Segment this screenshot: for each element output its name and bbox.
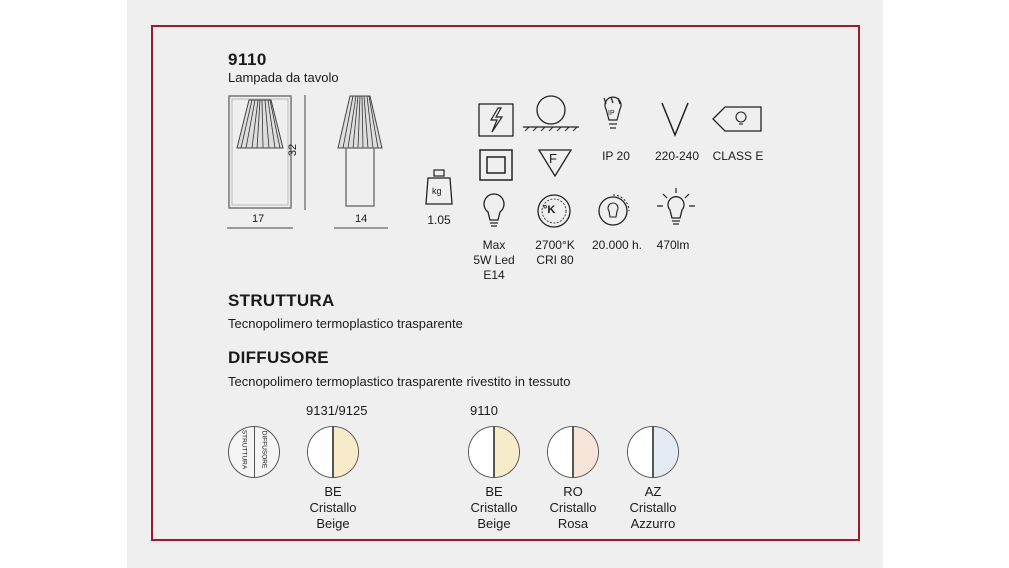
swatch-divider (493, 427, 495, 477)
swatch-name-line1: Cristallo (470, 500, 518, 515)
legend-circle (228, 426, 280, 478)
swatch-label-1 (293, 484, 373, 532)
swatch-label-2 (454, 484, 534, 532)
structure-text: Tecnopolimero termoplastico trasparente (228, 316, 463, 331)
legend-divider (254, 427, 255, 477)
swatch-be-9110[interactable] (468, 426, 520, 478)
ip-icon-label: IP (608, 110, 615, 117)
bulb-icon (480, 192, 508, 228)
swatch-name-line1: Cristallo (629, 500, 677, 515)
lifetime-icon (596, 190, 632, 228)
swatch-structure-color (308, 427, 333, 477)
lifetime-value: 20.000 h. (591, 238, 643, 252)
bulb-line3: E14 (483, 268, 505, 282)
energy-class-icon (712, 106, 762, 132)
lumen-value: 470lm (656, 238, 690, 252)
weight-value: 1.05 (427, 213, 451, 227)
swatch-structure-color (548, 427, 573, 477)
bulb-line2: 5W Led (473, 253, 515, 267)
product-code: 9110 (228, 50, 267, 69)
swatch-divider (332, 427, 334, 477)
swatch-name-line2: Azzurro (630, 516, 676, 531)
swatch-name-line2: Beige (477, 516, 511, 531)
lamp-front-drawing (225, 92, 295, 232)
double-insulation-icon (479, 149, 513, 181)
lumen-icon (655, 186, 697, 228)
dimension-width-front: 17 (252, 213, 265, 225)
swatch-name-line2: Beige (316, 516, 350, 531)
bulb-line1: Max (482, 238, 506, 252)
voltage-range: 220-240 (654, 149, 700, 163)
energy-class: CLASS E (712, 149, 764, 163)
color-temp-line1: 2700°K (535, 238, 575, 252)
weight-unit-label: kg (432, 186, 442, 196)
swatch-code: RO (563, 484, 583, 499)
swatch-divider (652, 427, 654, 477)
swatch-divider (572, 427, 574, 477)
swatch-label-3 (533, 484, 613, 532)
swatch-ro-9110[interactable] (547, 426, 599, 478)
voltage-icon (660, 101, 690, 137)
swatch-name-line1: Cristallo (309, 500, 357, 515)
wall-plug-icon (478, 103, 514, 137)
swatch-az-9110[interactable] (627, 426, 679, 478)
color-temp-line2: CRI 80 (536, 253, 574, 267)
finish-group-2-label: 9110 (470, 403, 498, 418)
finish-group-1-label: 9131/9125 (306, 403, 368, 418)
swatch-name-line1: Cristallo (549, 500, 597, 515)
color-temp-icon-label: °K (543, 204, 556, 216)
legend-right-label: DIFFUSORE (260, 430, 268, 469)
product-name: Lampada da tavolo (228, 70, 339, 85)
dimension-width-side: 14 (355, 213, 368, 225)
f-mark-label: F (549, 151, 557, 166)
swatch-diffuser-color (573, 427, 598, 477)
swatch-structure-color (628, 427, 653, 477)
swatch-diffuser-color (494, 427, 519, 477)
structure-title: STRUTTURA (228, 291, 335, 310)
swatch-structure-color (469, 427, 494, 477)
dimension-height: 32 (287, 143, 300, 157)
swatch-diffuser-color (333, 427, 358, 477)
legend-left-label: STRUTTURA (240, 429, 248, 470)
swatch-code: BE (324, 484, 342, 499)
diffuser-title: DIFFUSORE (228, 348, 329, 367)
swatch-be-9131[interactable] (307, 426, 359, 478)
swatch-diffuser-color (653, 427, 678, 477)
ground-sphere-icon (523, 95, 579, 131)
swatch-code: AZ (644, 484, 662, 499)
swatch-code: BE (485, 484, 503, 499)
swatch-name-line2: Rosa (557, 516, 589, 531)
swatch-label-4 (613, 484, 693, 532)
ip-rating: IP 20 (602, 149, 630, 163)
diffuser-text: Tecnopolimero termoplastico trasparente rivestito in tessuto (228, 374, 571, 389)
height-dimension-line (303, 95, 307, 210)
lamp-side-drawing (332, 92, 392, 232)
